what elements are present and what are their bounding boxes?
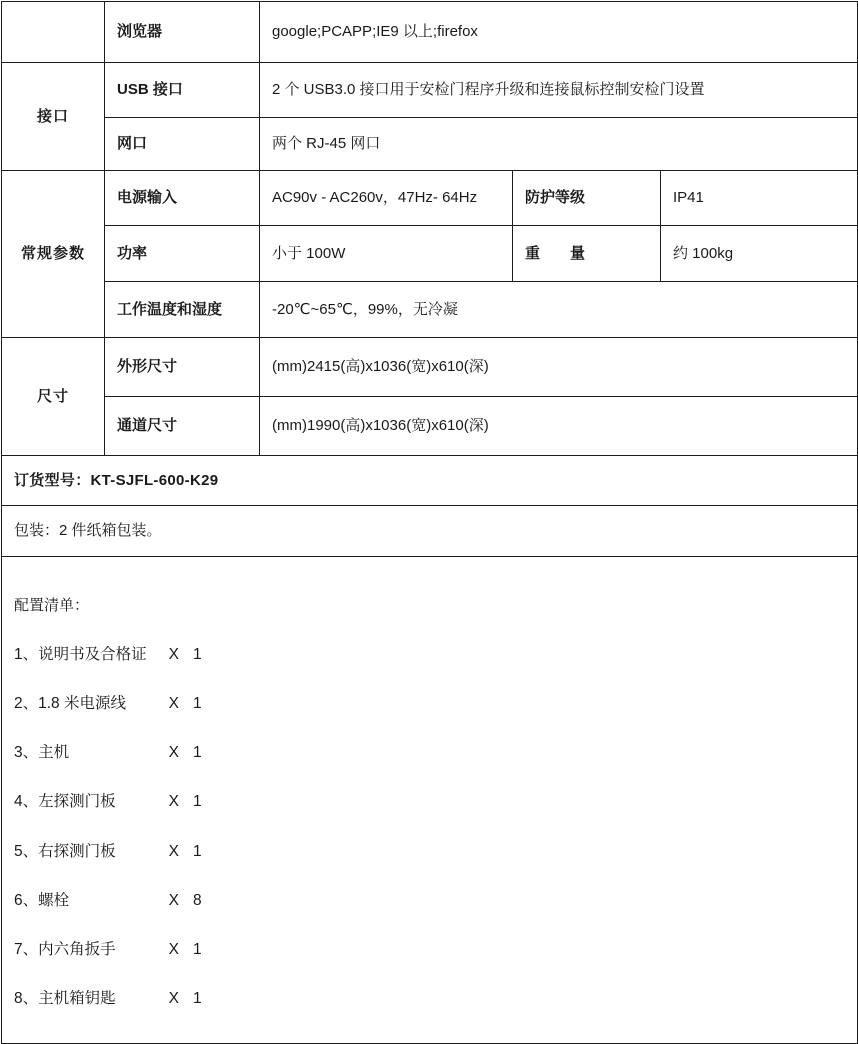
configuration-item-index: 7、 xyxy=(14,940,39,958)
label-temperature-humidity: 工作温度和湿度 xyxy=(105,282,260,338)
configuration-item-multiplier: X xyxy=(168,940,179,958)
group-cell-interface: 接口 xyxy=(2,63,105,171)
value-power-input: AC90v - AC260v，47Hz- 64Hz xyxy=(260,171,513,226)
configuration-item-quantity: 8 xyxy=(192,891,202,909)
configuration-item-index: 5、 xyxy=(14,842,39,860)
label-channel-dimensions: 通道尺寸 xyxy=(105,397,260,456)
group-cell-general-params: 常规参数 xyxy=(2,171,105,338)
table-row-packing xyxy=(2,506,858,557)
configuration-item-index: 8、 xyxy=(14,989,39,1007)
table-row-network-port xyxy=(2,118,858,171)
value-usb-port: 2 个 USB3.0 接口用于安检门程序升级和连接鼠标控制安检门设置 xyxy=(260,63,858,118)
configuration-item-multiplier: X xyxy=(168,793,179,811)
configuration-item-name: 主机箱钥匙 xyxy=(38,989,116,1007)
configuration-item-index: 2、 xyxy=(14,695,39,713)
packing-text: 包装：2 件纸箱包装。 xyxy=(2,506,858,557)
configuration-item-name: 内六角扳手 xyxy=(38,940,116,958)
configuration-item xyxy=(14,989,845,1009)
label-protection-level: 防护等级 xyxy=(513,171,661,226)
group-cell-size: 尺寸 xyxy=(2,338,105,456)
group-cell-empty xyxy=(2,2,105,63)
value-outer-dimensions: (mm)2415(高)x1036(宽)x610(深) xyxy=(260,338,858,397)
table-row-power-consumption xyxy=(2,226,858,282)
configuration-item-multiplier: X xyxy=(168,989,179,1007)
configuration-item-name: 右探测门板 xyxy=(38,842,116,860)
configuration-item xyxy=(14,891,845,911)
value-browser: google;PCAPP;IE9 以上;firefox xyxy=(260,2,858,63)
configuration-item-index: 3、 xyxy=(14,744,39,762)
label-usb-port: USB 接口 xyxy=(105,63,260,118)
table-row-order-model xyxy=(2,456,858,506)
value-temperature-humidity: -20℃~65℃，99%，无冷凝 xyxy=(260,282,858,338)
configuration-item-name: 主机 xyxy=(38,744,70,762)
table-row-browser xyxy=(2,2,858,63)
configuration-item-quantity: 1 xyxy=(192,989,202,1007)
configuration-item-index: 6、 xyxy=(14,891,39,909)
configuration-item xyxy=(14,940,845,960)
configuration-item-multiplier: X xyxy=(168,744,179,762)
label-browser: 浏览器 xyxy=(105,2,260,63)
configuration-item-name: 左探测门板 xyxy=(38,793,116,811)
configuration-list xyxy=(14,645,845,1009)
configuration-item-quantity: 1 xyxy=(192,645,202,663)
value-network-port: 两个 RJ-45 网口 xyxy=(260,118,858,171)
specification-table xyxy=(1,1,858,1044)
table-row-configuration xyxy=(2,557,858,1044)
configuration-item-index: 1、 xyxy=(14,645,39,663)
configuration-item-quantity: 1 xyxy=(192,842,202,860)
table-row-usb xyxy=(2,63,858,118)
value-weight: 约 100kg xyxy=(661,226,858,282)
configuration-item-quantity: 1 xyxy=(192,744,202,762)
configuration-item xyxy=(14,743,845,763)
value-power-consumption: 小于 100W xyxy=(260,226,513,282)
configuration-item xyxy=(14,792,845,812)
configuration-title: 配置清单： xyxy=(14,596,90,614)
label-power-consumption: 功率 xyxy=(105,226,260,282)
label-outer-dimensions: 外形尺寸 xyxy=(105,338,260,397)
configuration-item-quantity: 1 xyxy=(192,940,202,958)
configuration-item xyxy=(14,645,845,665)
table-row-temperature-humidity xyxy=(2,282,858,338)
table-row-outer-dimensions xyxy=(2,338,858,397)
configuration-item xyxy=(14,842,845,862)
spec-sheet xyxy=(0,1,858,1039)
configuration-item-multiplier: X xyxy=(168,891,179,909)
table-row-power-input xyxy=(2,171,858,226)
configuration-item-name: 螺栓 xyxy=(38,891,70,909)
label-network-port: 网口 xyxy=(105,118,260,171)
configuration-item xyxy=(14,694,845,714)
value-channel-dimensions: (mm)1990(高)x1036(宽)x610(深) xyxy=(260,397,858,456)
label-power-input: 电源输入 xyxy=(105,171,260,226)
order-model-text: 订货型号：KT-SJFL-600-K29 xyxy=(2,456,858,506)
configuration-item-multiplier: X xyxy=(168,842,179,860)
configuration-item-name: 说明书及合格证 xyxy=(38,645,147,663)
value-protection-level: IP41 xyxy=(661,171,858,226)
configuration-item-index: 4、 xyxy=(14,793,39,811)
configuration-item-multiplier: X xyxy=(168,695,179,713)
table-row-channel-dimensions xyxy=(2,397,858,456)
configuration-cell xyxy=(2,557,858,1044)
configuration-item-name: 1.8 米电源线 xyxy=(38,695,126,713)
configuration-item-multiplier: X xyxy=(168,645,179,663)
configuration-item-quantity: 1 xyxy=(192,793,202,811)
label-weight: 重 量 xyxy=(513,226,661,282)
configuration-item-quantity: 1 xyxy=(192,695,202,713)
